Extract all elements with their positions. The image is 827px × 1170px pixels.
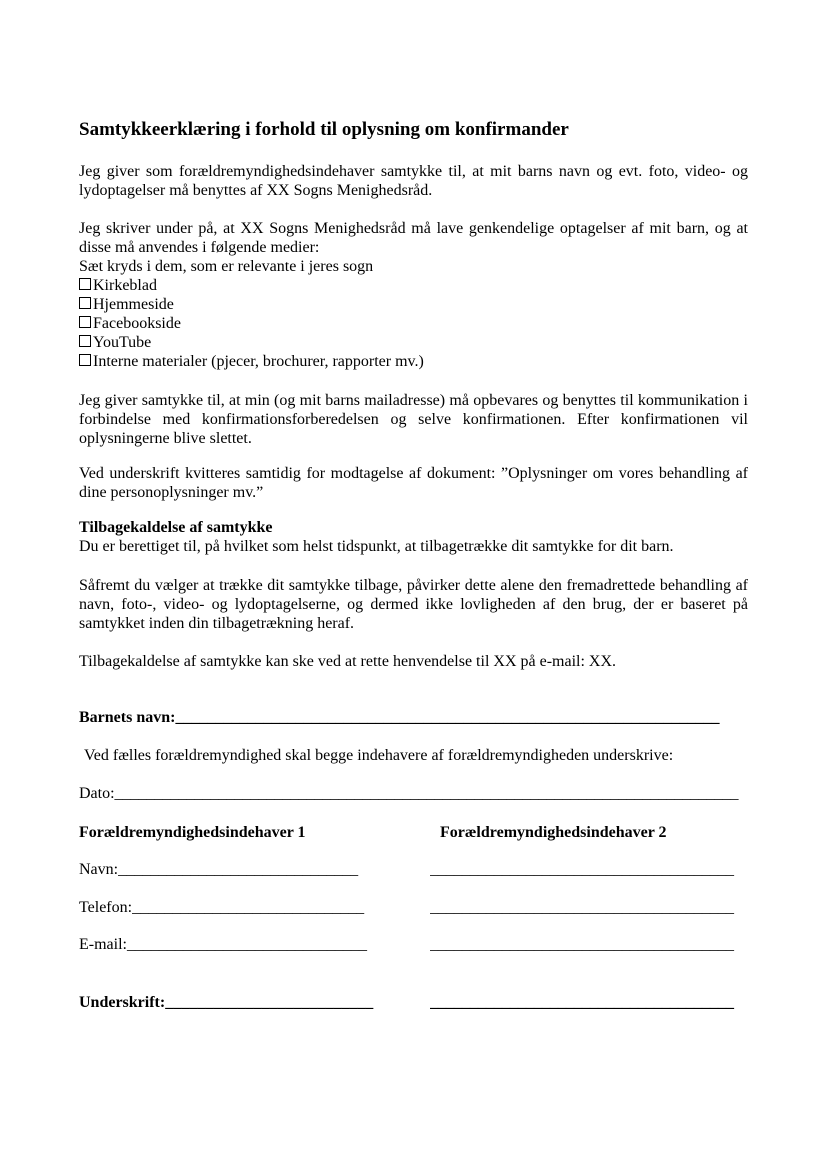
paragraph-receipt: Ved underskrift kvitteres samtidig for modtagelse af dokument: ”Oplysninger om vores behandling af dine personoplysninger mv.” — [79, 465, 748, 501]
checkbox-facebookside[interactable] — [79, 316, 91, 328]
checkbox-label: YouTube — [93, 334, 152, 351]
phone-line-holder2: ______________________________________ — [430, 899, 734, 916]
checkbox-label: Hjemmeside — [93, 296, 174, 313]
email-label: E-mail: — [79, 936, 127, 953]
paragraph-revoke-effect: Såfremt du vælger at trække dit samtykke tilbage, påvirker dette alene den fremadrettede behandling af navn, foto-, video- og lydoptagelserne, og dermed ikke lovligheden af den brug, der er baseret på samtykket inden din tilbagetrækning heraf. — [79, 577, 748, 632]
phone-row — [79, 898, 748, 917]
holder2-heading: Forældremyndighedsindehaver 2 — [440, 824, 667, 841]
checkbox-interne-materialer[interactable] — [79, 354, 91, 366]
checkbox-hjemmeside[interactable] — [79, 297, 91, 309]
phone-label: Telefon: — [79, 899, 133, 916]
media-checkbox-section — [79, 257, 748, 371]
signature-line-holder2: ______________________________________ — [430, 994, 734, 1011]
child-name-field — [79, 708, 748, 727]
checkbox-youtube[interactable] — [79, 335, 91, 347]
paragraph-revoke-contact: Tilbagekaldelse af samtykke kan ske ved at rette henvendelse til XX på e-mail: XX. — [79, 653, 617, 670]
phone-line-holder1: _____________________________ — [132, 899, 365, 916]
date-label: Dato: — [79, 785, 115, 802]
joint-custody-note: Ved fælles forældremyndighed skal begge indehavere af forældremyndigheden underskrive: — [84, 747, 674, 764]
email-line-holder1: ______________________________ — [126, 936, 367, 953]
checkbox-item-hjemmeside — [79, 295, 748, 314]
email-row — [79, 935, 748, 954]
checkbox-item-facebookside — [79, 314, 748, 333]
email-field-holder1 — [79, 935, 430, 954]
holder-headings-row — [79, 823, 748, 842]
checkbox-item-interne-materialer — [79, 352, 748, 371]
phone-field-holder1 — [79, 898, 430, 917]
checkbox-intro: Sæt kryds i dem, som er relevante i jeres sogn — [79, 258, 374, 275]
checkbox-label: Facebookside — [93, 315, 181, 332]
child-name-line: ____________________________________________________________________ — [175, 709, 720, 726]
email-line-holder2: ______________________________________ — [430, 936, 734, 953]
child-name-label: Barnets navn: — [79, 709, 176, 726]
checkbox-item-youtube — [79, 333, 748, 352]
name-line-holder1: ______________________________ — [118, 861, 359, 878]
name-field-holder1 — [79, 860, 430, 879]
holder1-heading: Forældremyndighedsindehaver 1 — [79, 824, 306, 841]
document-title: Samtykkeerklæring i forhold til oplysning om konfirmander — [79, 119, 569, 140]
checkbox-label: Interne materialer (pjecer, brochurer, rapporter mv.) — [93, 353, 424, 370]
checkbox-item-kirkeblad — [79, 276, 748, 295]
checkbox-label: Kirkeblad — [93, 277, 157, 294]
date-line: ______________________________________________________________________________ — [114, 785, 739, 802]
date-field — [79, 784, 748, 803]
paragraph-intro-consent: Jeg giver som forældremyndighedsindehaver samtykke til, at mit barns navn og evt. foto, video- og lydoptagelser må benyttes af XX Sogns Menighedsråd. — [79, 163, 748, 199]
revoke-line: Du er berettiget til, på hvilket som helst tidspunkt, at tilbagetrække dit samtykke for dit barn. — [79, 538, 674, 555]
revoke-heading: Tilbagekaldelse af samtykke — [79, 519, 273, 536]
paragraph-email-consent: Jeg giver samtykke til, at min (og mit barns mailadresse) må opbevares og benyttes til kommunikation i forbindelse med konfirmationsforberedelsen og selve konfirmationen. Efter konfirmationen vil oplysningerne blive slettet. — [79, 392, 748, 447]
name-row — [79, 860, 748, 879]
signature-field-holder1 — [79, 993, 430, 1012]
name-line-holder2: ______________________________________ — [430, 861, 734, 878]
signature-line-holder1: __________________________ — [165, 994, 374, 1011]
checkbox-kirkeblad[interactable] — [79, 278, 91, 290]
paragraph-media-consent: Jeg skriver under på, at XX Sogns Menighedsråd må lave genkendelige optagelser af mit barn, og at disse må anvendes i følgende medier: — [79, 220, 748, 256]
name-label: Navn: — [79, 861, 119, 878]
signature-row — [79, 993, 748, 1012]
signature-label: Underskrift: — [79, 994, 166, 1011]
